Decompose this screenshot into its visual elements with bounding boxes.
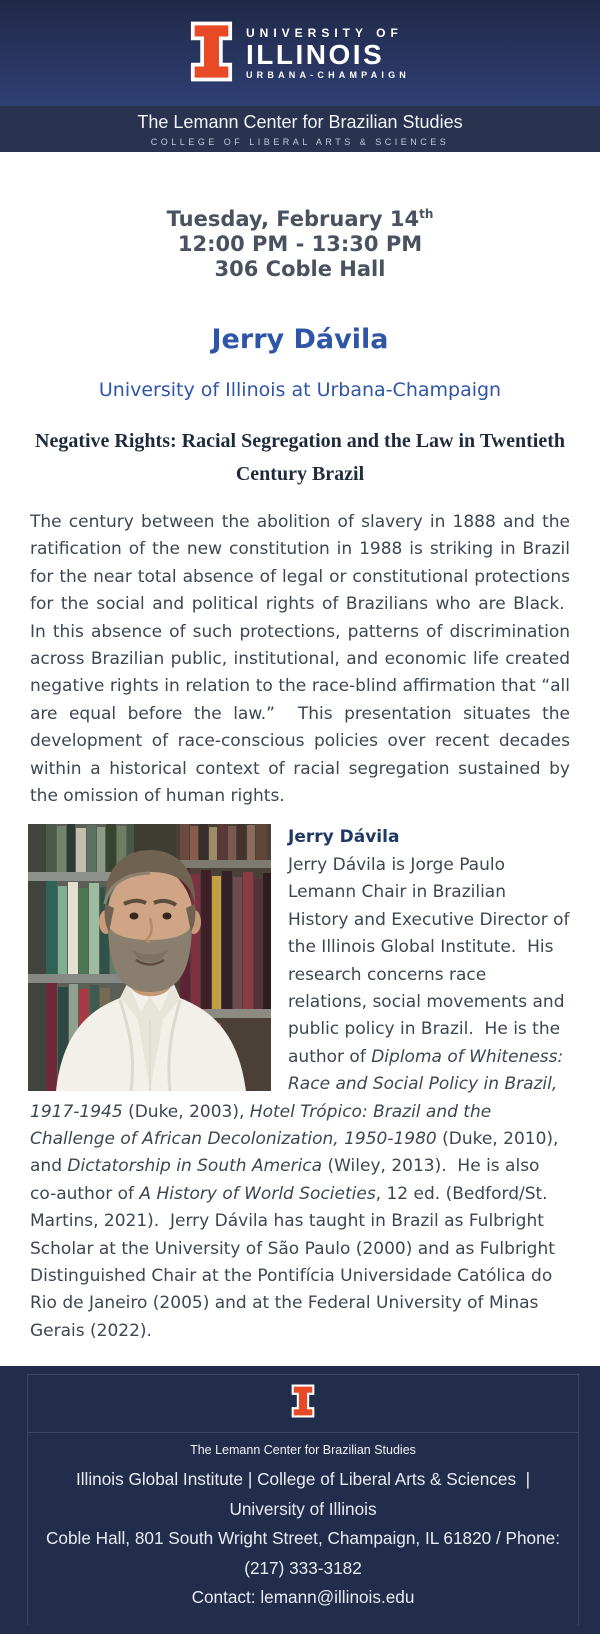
footer-org-line-2: University of Illinois — [229, 1498, 377, 1519]
event-details — [30, 202, 570, 282]
bookshelf-portrait-illustration — [28, 824, 271, 1091]
block-i-icon — [291, 1384, 315, 1423]
footer-panel — [27, 1374, 579, 1625]
university-wordmark — [246, 26, 410, 81]
event-time: 12:00 PM - 13:30 PM — [177, 232, 423, 256]
footer-contact-email[interactable]: Contact: lemann@illinois.edu — [191, 1587, 415, 1607]
bio-paragraph: Jerry Dávila is Jorge Paulo Lemann Chair in Brazilian History and Executive Director of the Illinois Global Institute. His research concerns race relations, social movements and public policy in Brazil. He is the author of Diploma of Whiteness: Race and Social Policy in Brazil, 1917-1945 (Duke, 2003), Hotel Trópico: Brazil and the Challenge of African Decolonization, 1950-1980 (Duke, 2010), and Dictatorship in South America (Wiley, 2013). He is also co-author of A History of World Societies, 12 ed. (Bedford/St. Martins, 2021). Jerry Dávila has taught in Brazil as Fulbright Scholar at the University of São Paulo (2000) and as Fulbright Distinguished Chair at the Pontifícia Universidade Católica do Rio de Janeiro (2005) and at the Federal University of Minas Gerais (2022). — [30, 854, 570, 1341]
wordmark-line-university-of: UNIVERSITY OF — [245, 25, 403, 40]
speaker-affiliation: University of Illinois at Urbana-Champaign — [98, 379, 502, 401]
event-location: 306 Coble Hall — [214, 257, 386, 281]
footer-org-line-1: Illinois Global Institute | College of Liberal Arts & Sciences | — [75, 1469, 531, 1489]
talk-title-line-1: Negative Rights: Racial Segregation and the Law in Twentieth — [35, 430, 565, 452]
center-name: The Lemann Center for Brazilian Studies — [137, 111, 463, 132]
talk-title — [30, 425, 570, 490]
header-banner — [0, 0, 600, 106]
footer-address-line: Coble Hall, 801 South Wright Street, Champaign, IL 61820 / Phone: — [45, 1528, 561, 1548]
university-of-illinois-logo[interactable] — [190, 20, 410, 87]
abstract-paragraph: The century between the abolition of slavery in 1888 and the ratification of the new constitution in 1988 is striking in Brazil for the near total absence of legal or constitutional protections for the social and political rights of Brazilians who are Black. In this absence of such protections, patterns of discrimination across Brazilian public, institutional, and economic life created negative rights in relation to the race-blind affirmation that “all are equal before the law.” This presentation situates the development of race-conscious policies over recent decades within a historical context of racial segregation sustained by the omission of human rights. — [30, 512, 570, 807]
event-date: Tuesday, February 14th — [166, 207, 434, 231]
email-body — [0, 152, 600, 1366]
footer-logo[interactable] — [28, 1375, 578, 1433]
wordmark-line-illinois: ILLINOIS — [245, 38, 385, 70]
wordmark-line-urbana-champaign: URBANA-CHAMPAIGN — [245, 70, 411, 81]
bio-section — [30, 822, 570, 1345]
talk-title-line-2: Century Brazil — [235, 462, 365, 485]
footer-center-name: The Lemann Center for Brazilian Studies — [190, 1443, 416, 1457]
footer-phone: (217) 333-3182 — [244, 1557, 362, 1578]
footer — [0, 1366, 600, 1634]
speaker-name: Jerry Dávila — [211, 324, 389, 355]
bio-heading: Jerry Dávila — [288, 827, 400, 848]
speaker-photo — [28, 824, 271, 1091]
college-name: COLLEGE OF LIBERAL ARTS & SCIENCES — [150, 136, 450, 147]
block-i-icon — [190, 20, 233, 87]
center-banner — [0, 106, 600, 152]
